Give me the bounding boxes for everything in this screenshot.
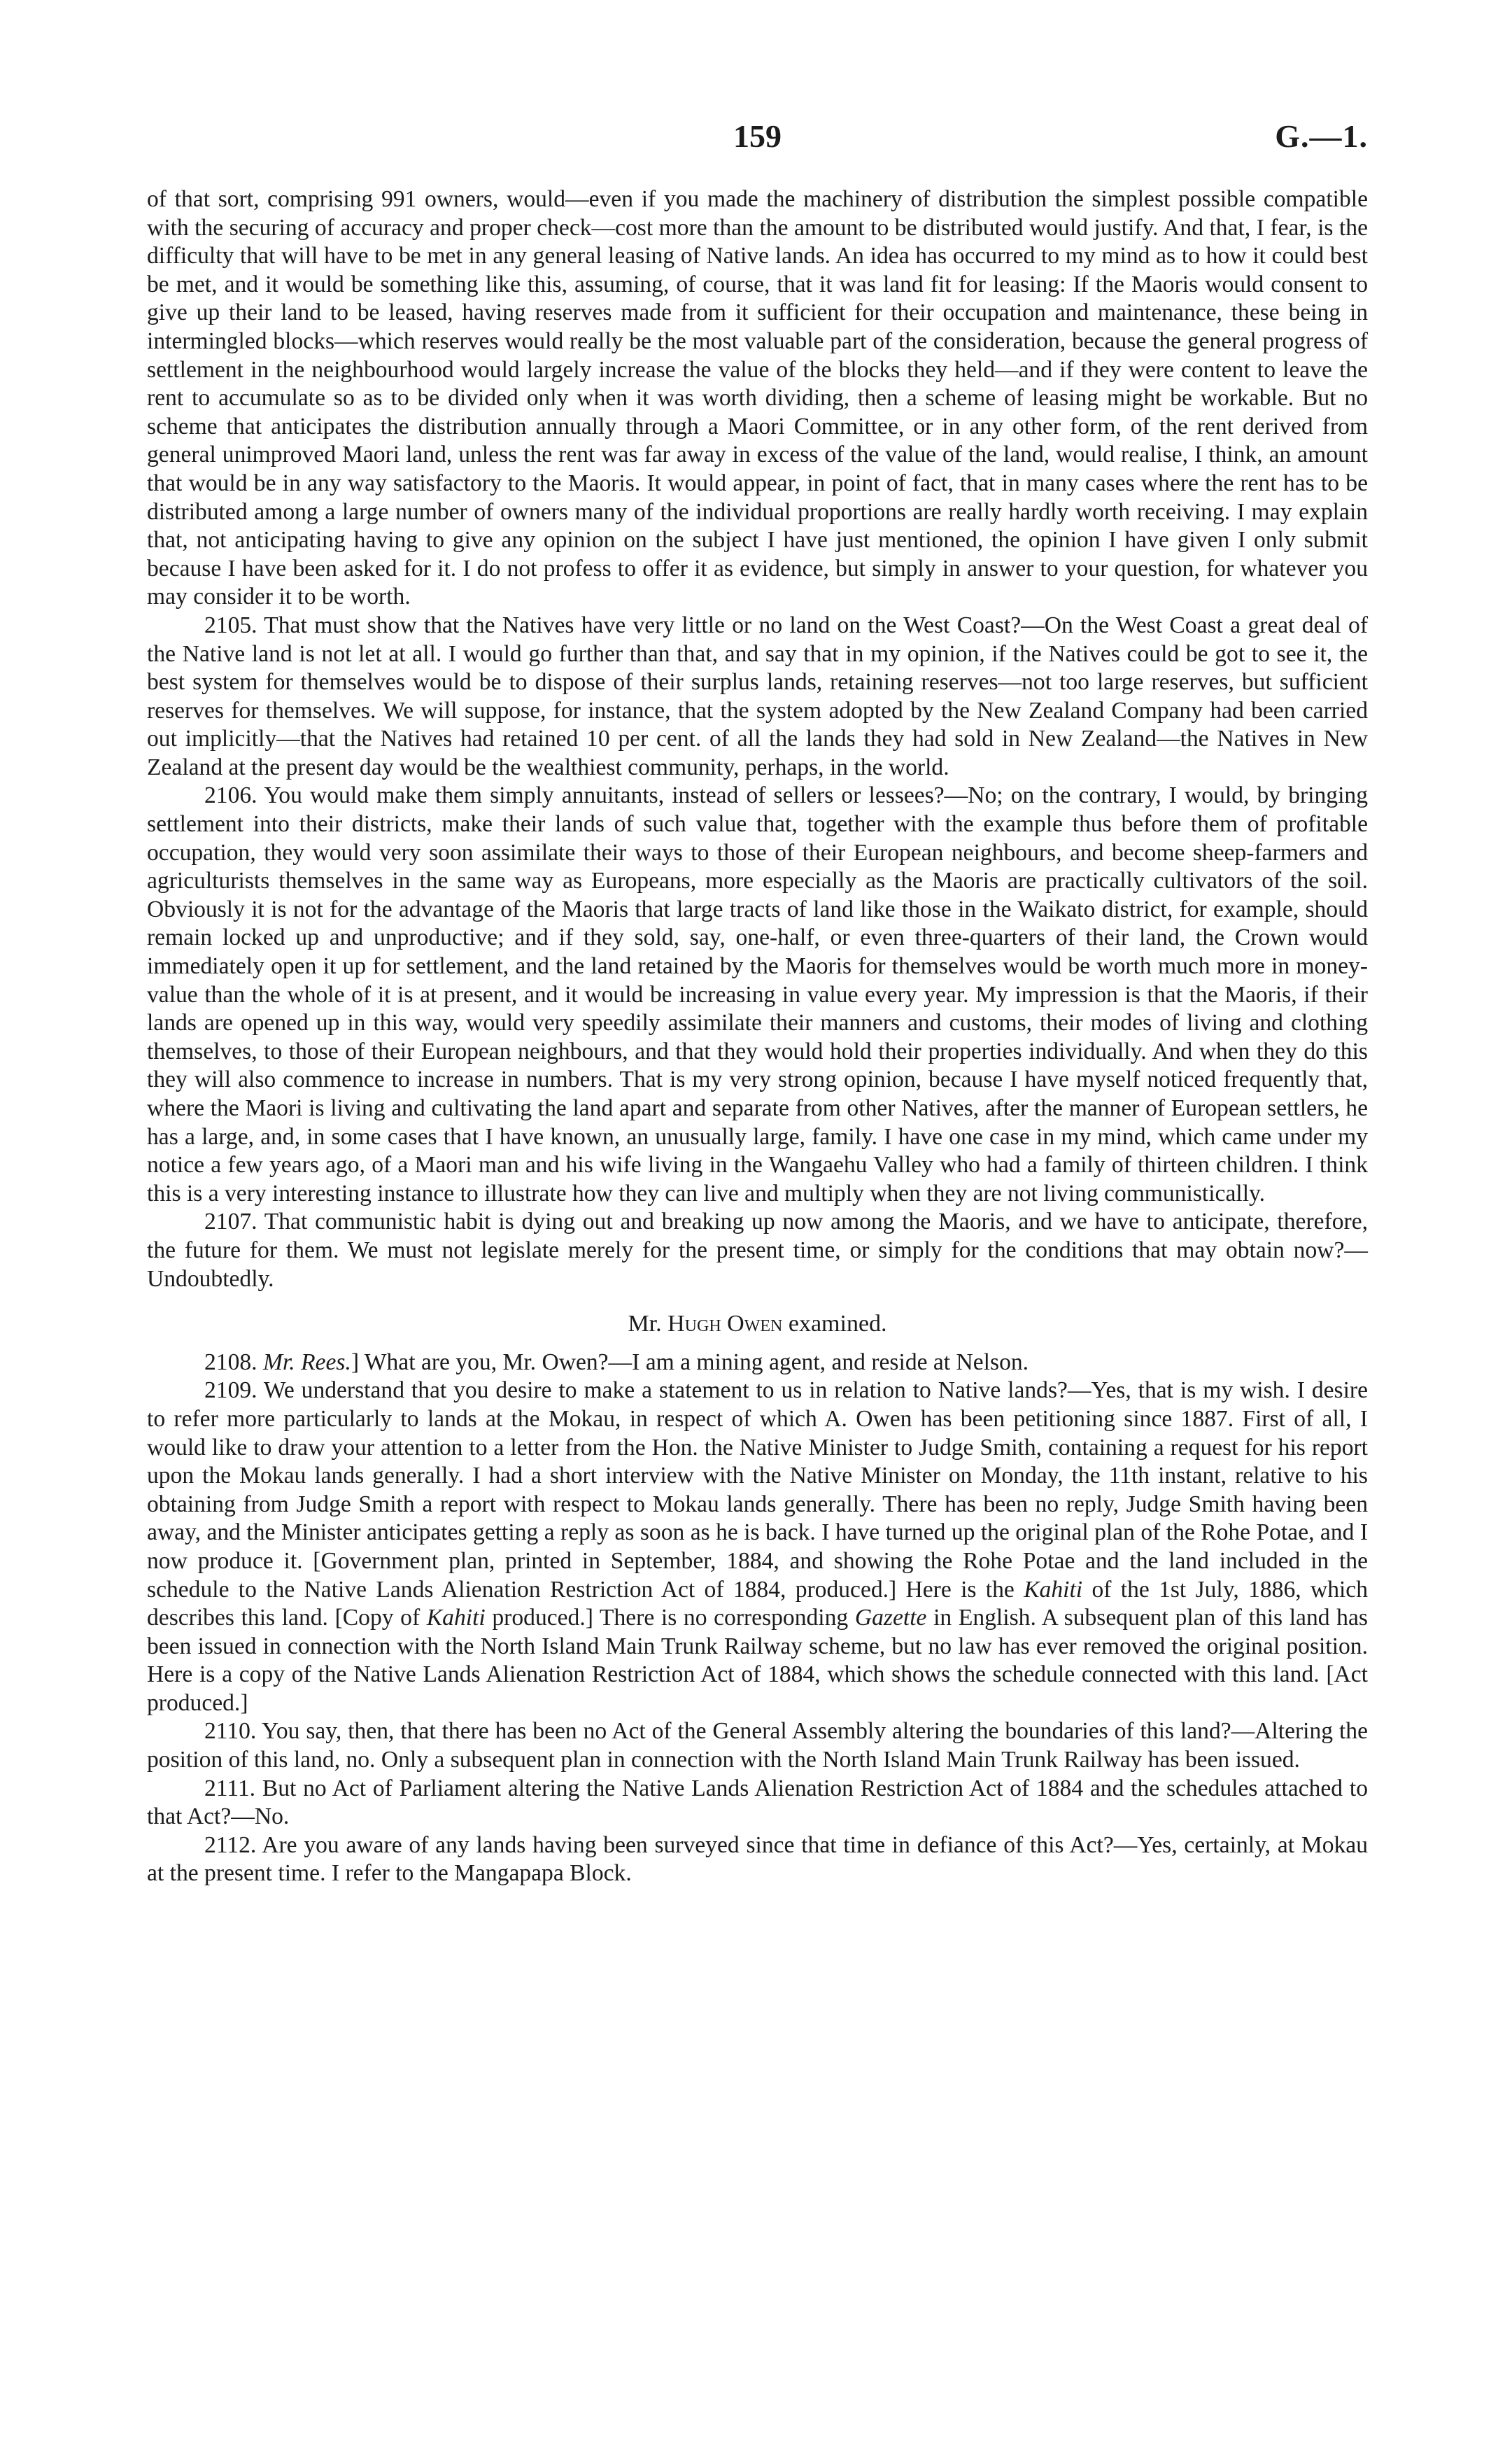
witness-name: Hugh Owen (667, 1311, 783, 1337)
paragraph-2112: 2112. Are you aware of any lands having been surveyed since that time in defiance of this Act?—Yes, certainly, at Mokau at the present time. I refer to the Mangapapa Block. (147, 1831, 1368, 1887)
witness-heading (147, 1310, 1368, 1339)
paragraph-2109-part-d: in English. A subsequent plan of this land has been issued in connection with the North Island Main Trunk Railway scheme, but no law has ever removed the original position. Here is a copy of the Native Lands Alienation Restriction Act of 1884, which shows the schedule connected with this land. [Act produced.] (147, 1605, 1368, 1716)
paragraph-2106: 2106. You would make them simply annuitants, instead of sellers or lessees?—No; on the contrary, I would, by bringing settlement into their districts, make their lands of such value that, together with the example thus before them of profitable occupation, they would very soon assimilate their ways to those of their European neighbours, and become sheep-farmers and agriculturists themselves in the same way as Europeans, more especially as the Maoris are practically cultivators of the soil. Obviously it is not for the advantage of the Maoris that large tracts of land like those in the Waikato district, for example, should remain locked up and unproductive; and if they sold, say, one-half, or even three-quarters of their land, the Crown would immediately open it up for settlement, and the land retained by the Maoris for themselves would be worth much more in money-value than the whole of it is at present, and it would be increasing in value every year. My impression is that the Maoris, if their lands are opened up in this way, would very speedily assimilate their manners and customs, their modes of living and clothing themselves, to those of their European neighbours, and that they would hold their properties individually. And when they do this they will also commence to increase in numbers. That is my very strong opinion, because I have myself noticed frequently that, where the Maori is living and cultivating the land apart and separate from other Natives, after the manner of European settlers, he has a large, and, in some cases that I have known, an unusually large, family. I have one case in my mind, which came under my notice a few years ago, of a Maori man and his wife living in the Wangaehu Valley who had a family of thirteen children. I think this is a very interesting instance to illustrate how they can live and multiply when they are not living communistically. (147, 782, 1368, 1207)
page-header (147, 118, 1368, 160)
text-column (147, 185, 1368, 1888)
paragraph-2109-part-b: of the 1st July, 1886, which describes this land. [Copy of (147, 1576, 1369, 1631)
paragraph-2107: 2107. That communistic habit is dying out and breaking up now among the Maoris, and we have to anticipate, therefore, the future for them. We must not legislate merely for the present time, or simply for the conditions that may obtain now?—Undoubtedly. (147, 1209, 1368, 1292)
document-code: G.—1. (1275, 118, 1368, 154)
heading-tail: examined. (788, 1311, 887, 1337)
paragraph-continued: of that sort, comprising 991 owners, would—even if you made the machinery of distribution the simplest possible compatible with the securing of accuracy and proper check—cost more than the amount to be distributed would justify. And that, I fear, is the difficulty that will have to be met in any general leasing of Native lands. An idea has occurred to my mind as to how it could best be met, and it would be something like this, assuming, of course, that it was land fit for leasing: If the Maoris would consent to give up their land to be leased, having reserves made from it sufficient for their occupation and maintenance, these being in intermingled blocks—which reserves would really be the most valuable part of the consideration, because the general progress of settlement in the neighbourhood would largely increase the value of the blocks they held—and if they were content to leave the rent to accumulate so as to be divided only when it was worth dividing, then a scheme of leasing might be workable. But no scheme that anticipates the distribution annually through a Maori Committee, or in any other form, of the rent derived from general unimproved Maori land, unless the rent was far away in excess of the value of the land, would realise, I think, an amount that would be in any way satisfactory to the Maoris. It would appear, in point of fact, that in many cases where the rent has to be distributed among a large number of owners many of the individual proportions are really hardly worth receiving. I may explain that, not anticipating having to give any opinion on the subject I have just mentioned, the opinion I have given I only submit because I have been asked for it. I do not profess to offer it as evidence, but simply in answer to your question, for whatever you may consider it to be worth. (147, 186, 1368, 610)
paragraph-2110: 2110. You say, then, that there has been no Act of the General Assembly altering the boundaries of this land?—Altering the position of this land, no. Only a subsequent plan in connection with the North Island Main Trunk Railway has been issued. (147, 1718, 1368, 1773)
gazette-term: Gazette (854, 1605, 927, 1631)
paragraph-2108-text: ] What are you, Mr. Owen?—I am a mining agent, and reside at Nelson. (351, 1349, 1029, 1375)
speaker-name: Mr. Rees. (262, 1349, 351, 1375)
paragraph-2109 (147, 1377, 1368, 1717)
paragraph-2109-part-a: 2109. We understand that you desire to make a statement to us in relation to Native lands?—Yes, that is my wish. I desire to refer more particularly to lands at the Mokau, in respect of which A. Owen has been petitioning since 1887. First of all, I would like to draw your attention to a letter from the Hon. the Native Minister to Judge Smith, containing a request for his report upon the Mokau lands generally. I had a short interview with the Native Minister on Monday, the 11th instant, relative to his obtaining from Judge Smith a report with respect to Mokau lands generally. There has been no reply, Judge Smith having been away, and the Minister anticipates getting a reply as soon as he is back. I have turned up the original plan of the Rohe Potae, and I now produce it. [Government plan, printed in September, 1884, and showing the Rohe Potae and the land included in the schedule to the Native Lands Alienation Restriction Act of 1884, produced.] Here is the (147, 1377, 1368, 1603)
paragraph-2111: 2111. But no Act of Parliament altering the Native Lands Alienation Restriction Act of 1884 and the schedules attached to that Act?—No. (147, 1775, 1368, 1830)
page-number: 159 (733, 118, 782, 154)
kahiti-term: Kahiti (426, 1605, 486, 1631)
paragraph-2109-part-c: produced.] There is no corresponding (492, 1605, 849, 1631)
kahiti-term: Kahiti (1024, 1576, 1083, 1603)
paragraph-2108 (147, 1349, 1368, 1377)
question-number: 2108. (204, 1349, 257, 1375)
paragraph-2105: 2105. That must show that the Natives have very little or no land on the West Coast?—On the West Coast a great deal of the Native land is not let at all. I would go further than that, and say that in my opinion, if the Natives could be got to see it, the best system for themselves would be to dispose of their surplus lands, retaining reserves—not too large reserves, but sufficient reserves for themselves. We will suppose, for instance, that the system adopted by the New Zealand Company had been carried out implicitly—that the Natives had retained 10 per cent. of all the lands they had sold in New Zealand—the Natives in New Zealand at the present day would be the wealthiest community, perhaps, in the world. (147, 612, 1368, 780)
heading-title: Mr. (628, 1311, 662, 1337)
